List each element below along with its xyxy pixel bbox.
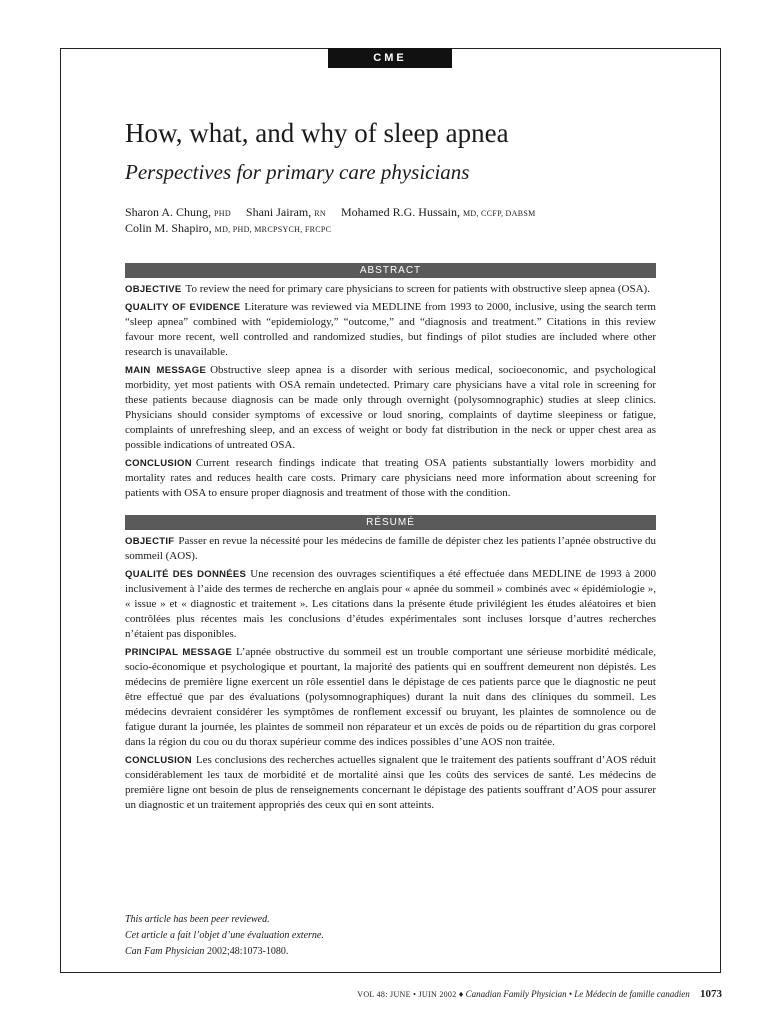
- author-line-1: [125, 205, 548, 221]
- footer-volume: VOL 48: JUNE • JUIN 2002: [357, 990, 457, 999]
- page-number: 1073: [700, 988, 722, 1000]
- abstract-heading: ABSTRACT: [125, 263, 656, 278]
- cme-tab: CME: [328, 48, 452, 68]
- article-subtitle: Perspectives for primary care physicians: [125, 160, 470, 184]
- page-frame: [60, 48, 721, 973]
- article-title: How, what, and why of sleep apnea: [125, 118, 509, 148]
- citation-ref: 2002;48:1073-1080.: [206, 946, 289, 957]
- abstract-section: [125, 263, 656, 504]
- footer-separator: ♦: [458, 989, 464, 999]
- abstract-main-message: MAIN MESSAGE Obstructive sleep apnea is a disorder with serious medical, socioeconomic, and psychological morbidity, yet most patients with OSA remain undetected. Primary care physicians have a vital role in screening for these patients because diagnosis can be made only through overnight (polysomnographic) studies at sleep clinics. Physicians should consider symptoms of excessive or loud snoring, complaints of daytime sleepiness or fatigue, complaints of unrefreshing sleep, and an excess of weight or body fat distribution in the neck or upper chest area as possible indications of untreated OSA.: [125, 364, 657, 451]
- abstract-objective: OBJECTIVE To review the need for primary care physicians to screen for patients with obstructive sleep apnea (OSA).: [125, 283, 650, 295]
- author: Mohamed R.G. Hussain, MD, CCFP, DABSM: [340, 205, 536, 219]
- author-line-2: [125, 221, 548, 237]
- article-notes: [125, 912, 324, 960]
- author-list: [125, 205, 548, 237]
- author: Sharon A. Chung, PHD: [125, 205, 231, 219]
- footer-journal: Canadian Family Physician • Le Médecin de famille canadien: [465, 989, 690, 999]
- resume-section: [125, 515, 656, 816]
- resume-conclusion: CONCLUSION Les conclusions des recherches actuelles signalent que le traitement des patients souffrant d’AOS réduit considérablement les taux de morbidité et de mortalité ainsi que les coûts des services de santé. Les médecins de première ligne ont besoin de plus de renseignements concernant le dépistage des patients souffrant d’AOS pour assurer un diagnostic et un traitement appropriés des ceux qui en sont atteints.: [125, 754, 656, 811]
- peer-review-note-fr: Cet article a fait l’objet d’une évaluation externe.: [125, 930, 324, 941]
- citation-journal: Can Fam Physician: [125, 946, 205, 957]
- abstract-conclusion: CONCLUSION Current research findings indicate that treating OSA patients substantially lowers morbidity and mortality rates and reduces health care costs. Primary care physicians need more information about screening for patients with OSA to ensure proper diagnosis and treatment of those with the condition.: [125, 457, 656, 499]
- author: Shani Jairam, RN: [245, 205, 326, 219]
- abstract-quality-of-evidence: QUALITY OF EVIDENCE Literature was reviewed via MEDLINE from 1993 to 2000, inclusive, using the search term “sleep apnea” combined with “epidemiology,” “outcome,” and “diagnosis and treatment.” Citations in this review favour more recent, well controlled and randomized studies, but findings of pilot studies are included where other research is unavailable.: [125, 301, 656, 358]
- author: Colin M. Shapiro, MD, PHD, MRCPSYCH, FRCPC: [125, 221, 332, 235]
- resume-qualite-des-donnees: QUALITÉ DES DONNÉES Une recension des ouvrages scientifiques a été effectuée dans MEDLINE de 1993 à 2000 inclusivement à l’aide des termes de recherche en anglais pour « apnée du sommeil » combinés avec « épidémiologie », « issue » et « diagnostic et traitement ». Les citations dans la présente étude privilégient les études aléatoires et bien contrôlées plus récentes mais les conclusions d’études expérimentales sont incluses lorsque d’autres recherches n’étaient pas disponibles.: [125, 568, 657, 640]
- citation: [125, 944, 324, 960]
- peer-review-note-en: This article has been peer reviewed.: [125, 914, 270, 925]
- page-footer: [357, 988, 722, 1000]
- resume-objectif: OBJECTIF Passer en revue la nécessité pour les médecins de famille de dépister chez les patients l’apnée obstructive du sommeil (AOS).: [125, 535, 656, 562]
- resume-heading: RÉSUMÉ: [125, 515, 656, 530]
- resume-principal-message: PRINCIPAL MESSAGE L’apnée obstructive du sommeil est un trouble comportant une sérieuse morbidité médicale, socio-économique et psychologique et pourtant, la majorité des patients qui en souffrent demeurent non dépistés. Les médecins de première ligne exercent un rôle essentiel dans le dépistage de ces patients parce que le diagnostic ne peut être effectué que par des évaluations (polysomnographiques) durant la nuit dans des cliniques du sommeil. Les médecins devraient considérer les symptômes de ronflement excessif ou bruyant, les plaintes de somnolence ou de fatigue durant la journée, les plaintes de sommeil non réparateur et un excès de poids ou de répartition du gras corporel dans la région du cou ou du thorax supérieur comme des indices possibles d’une AOS non traitée.: [125, 646, 656, 748]
